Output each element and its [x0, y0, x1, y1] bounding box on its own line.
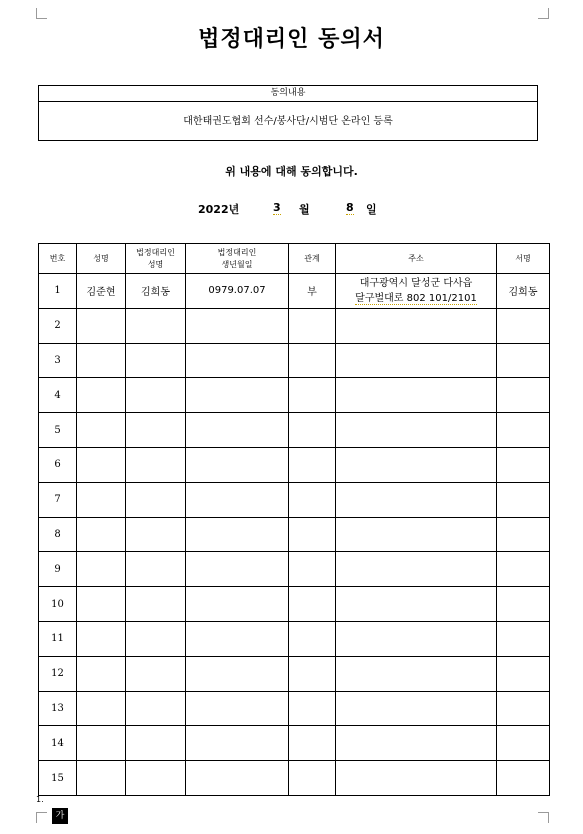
cell-relation[interactable] — [289, 656, 336, 691]
table-row — [39, 761, 550, 796]
table-row — [39, 691, 550, 726]
cell-signature[interactable]: 김희동 — [497, 274, 550, 309]
cell-guardian-name[interactable] — [126, 308, 186, 343]
header-text: 생년월일 — [221, 259, 253, 269]
cell-signature[interactable] — [497, 761, 550, 796]
cell-name[interactable] — [77, 691, 126, 726]
header-name — [77, 244, 126, 274]
cell-relation[interactable] — [289, 378, 336, 413]
consent-body: 대한태권도협회 선수/봉사단/시범단 온라인 등록 — [183, 116, 393, 127]
cell-name[interactable] — [77, 587, 126, 622]
cell-signature[interactable] — [497, 691, 550, 726]
cell-guardian-name[interactable] — [126, 517, 186, 552]
cell-name[interactable] — [77, 482, 126, 517]
cell-guardian-name[interactable] — [126, 378, 186, 413]
date-year: 2022년 — [198, 203, 240, 216]
cell-name[interactable] — [77, 726, 126, 761]
cell-number[interactable]: 10 — [39, 587, 77, 622]
cell-address[interactable] — [336, 413, 497, 448]
cell-number[interactable]: 9 — [39, 552, 77, 587]
footnote-marker: 1. — [36, 795, 44, 804]
consent-header: 동의내용 — [39, 86, 537, 102]
cell-relation[interactable] — [289, 447, 336, 482]
cell-number[interactable]: 14 — [39, 726, 77, 761]
cell-relation[interactable] — [289, 552, 336, 587]
cell-guardian-birth[interactable] — [186, 656, 289, 691]
header-text: 주소 — [408, 253, 424, 263]
cell-address[interactable] — [336, 691, 497, 726]
date-month-unit: 월 — [299, 203, 310, 216]
ime-indicator[interactable]: 가 — [52, 808, 68, 824]
cell-address[interactable] — [336, 552, 497, 587]
table-row — [39, 378, 550, 413]
cell-signature[interactable] — [497, 343, 550, 378]
date-day: 8 — [346, 201, 354, 214]
cell-guardian-birth[interactable] — [186, 587, 289, 622]
address-line1: 대구광역시 달성군 다사읍 — [359, 277, 473, 289]
cell-guardian-name[interactable] — [126, 587, 186, 622]
cell-relation[interactable] — [289, 621, 336, 656]
cell-guardian-name[interactable] — [126, 482, 186, 517]
header-text: 성명 — [147, 259, 164, 269]
cell-relation[interactable] — [289, 413, 336, 448]
table-header-row — [39, 244, 550, 274]
table-row — [39, 726, 550, 761]
cell-address[interactable] — [336, 621, 497, 656]
table-row — [39, 447, 550, 482]
cell-number[interactable]: 4 — [39, 378, 77, 413]
table-row — [39, 274, 550, 309]
table-row — [39, 308, 550, 343]
cell-relation[interactable] — [289, 691, 336, 726]
cell-guardian-name[interactable] — [126, 761, 186, 796]
cell-number[interactable]: 11 — [39, 621, 77, 656]
cell-address[interactable] — [336, 308, 497, 343]
cell-guardian-name[interactable] — [126, 726, 186, 761]
table-row — [39, 413, 550, 448]
cell-name[interactable] — [77, 621, 126, 656]
cell-guardian-birth[interactable] — [186, 761, 289, 796]
header-number — [39, 244, 77, 274]
cell-name[interactable] — [77, 656, 126, 691]
cell-number[interactable]: 13 — [39, 691, 77, 726]
document-title: 법정대리인 동의서 — [198, 26, 385, 52]
cell-name[interactable] — [77, 413, 126, 448]
cell-guardian-name[interactable] — [126, 343, 186, 378]
cell-relation[interactable] — [289, 761, 336, 796]
consent-box — [38, 85, 538, 141]
cell-name[interactable] — [77, 447, 126, 482]
cell-guardian-birth[interactable] — [186, 343, 289, 378]
cell-relation[interactable] — [289, 517, 336, 552]
cell-signature[interactable] — [497, 726, 550, 761]
cell-guardian-birth[interactable] — [186, 726, 289, 761]
agree-statement: 위 내용에 대해 동의합니다. — [225, 165, 358, 178]
cell-signature[interactable] — [497, 517, 550, 552]
header-text: 서명 — [515, 253, 531, 263]
cell-name[interactable] — [77, 378, 126, 413]
cell-address[interactable] — [336, 656, 497, 691]
cell-guardian-birth[interactable] — [186, 378, 289, 413]
cell-relation[interactable] — [289, 343, 336, 378]
cell-relation[interactable] — [289, 308, 336, 343]
cell-relation[interactable] — [289, 482, 336, 517]
cell-number[interactable]: 3 — [39, 343, 77, 378]
cell-signature[interactable] — [497, 587, 550, 622]
cell-relation[interactable]: 부 — [289, 274, 336, 309]
header-text: 번호 — [49, 253, 66, 263]
table-row — [39, 552, 550, 587]
cell-signature[interactable] — [497, 413, 550, 448]
table-row — [39, 656, 550, 691]
cell-address[interactable] — [336, 343, 497, 378]
cell-address[interactable] — [336, 726, 497, 761]
page-corner-top-left — [36, 8, 47, 19]
table-row — [39, 517, 550, 552]
cell-guardian-name[interactable]: 김희동 — [126, 274, 186, 309]
header-text: 법정대리인 — [217, 247, 257, 257]
cell-address[interactable] — [336, 447, 497, 482]
cell-guardian-name[interactable] — [126, 413, 186, 448]
cell-number[interactable]: 15 — [39, 761, 77, 796]
cell-address[interactable] — [336, 517, 497, 552]
cell-address[interactable] — [336, 761, 497, 796]
cell-guardian-birth[interactable] — [186, 482, 289, 517]
table-row — [39, 343, 550, 378]
table-row — [39, 621, 550, 656]
cell-name[interactable] — [77, 343, 126, 378]
page-corner-bottom-right — [538, 812, 549, 823]
header-text: 성명 — [93, 253, 109, 263]
cell-signature[interactable] — [497, 482, 550, 517]
cell-guardian-birth[interactable] — [186, 691, 289, 726]
cell-signature[interactable] — [497, 656, 550, 691]
cell-guardian-name[interactable] — [126, 656, 186, 691]
guardian-table — [38, 243, 550, 796]
cell-relation[interactable] — [289, 587, 336, 622]
cell-number[interactable]: 8 — [39, 517, 77, 552]
page-corner-bottom-left — [36, 812, 47, 823]
cell-signature[interactable] — [497, 447, 550, 482]
cell-relation[interactable] — [289, 726, 336, 761]
table-row — [39, 482, 550, 517]
cell-guardian-name[interactable] — [126, 621, 186, 656]
cell-guardian-name[interactable] — [126, 447, 186, 482]
cell-guardian-birth[interactable] — [186, 517, 289, 552]
cell-guardian-birth[interactable] — [186, 552, 289, 587]
header-guardian-birth — [186, 244, 289, 274]
cell-number[interactable]: 12 — [39, 656, 77, 691]
cell-guardian-name[interactable] — [126, 691, 186, 726]
cell-name[interactable] — [77, 552, 126, 587]
address-line2: 달구벌대로 802 101/2101 — [355, 292, 477, 304]
page-corner-top-right — [538, 8, 549, 19]
cell-guardian-birth[interactable] — [186, 413, 289, 448]
cell-address[interactable] — [336, 482, 497, 517]
header-text: 법정대리인 — [136, 247, 175, 257]
cell-guardian-birth[interactable] — [186, 308, 289, 343]
cell-signature[interactable] — [497, 552, 550, 587]
cell-name[interactable] — [77, 761, 126, 796]
cell-signature[interactable] — [497, 378, 550, 413]
cell-number[interactable]: 6 — [39, 447, 77, 482]
cell-name[interactable] — [77, 517, 126, 552]
header-guardian-name — [126, 244, 186, 274]
cell-number[interactable]: 1 — [39, 274, 77, 309]
cell-number[interactable]: 7 — [39, 482, 77, 517]
header-text: 관계 — [304, 253, 320, 263]
cell-guardian-name[interactable] — [126, 552, 186, 587]
cell-number[interactable]: 5 — [39, 413, 77, 448]
cell-name[interactable]: 김준현 — [77, 274, 126, 309]
cell-signature[interactable] — [497, 621, 550, 656]
cell-name[interactable] — [77, 308, 126, 343]
header-relation — [289, 244, 336, 274]
header-signature — [497, 244, 550, 274]
cell-number[interactable]: 2 — [39, 308, 77, 343]
cell-guardian-birth[interactable] — [186, 447, 289, 482]
date-month: 3 — [273, 201, 281, 214]
date-day-unit: 일 — [366, 203, 377, 216]
header-address — [336, 244, 497, 274]
cell-address[interactable] — [336, 378, 497, 413]
cell-guardian-birth[interactable] — [186, 621, 289, 656]
cell-signature[interactable] — [497, 308, 550, 343]
cell-guardian-birth[interactable]: 0979.07.07 — [186, 274, 289, 309]
cell-address[interactable] — [336, 587, 497, 622]
cell-address[interactable] — [336, 274, 497, 309]
table-row — [39, 587, 550, 622]
